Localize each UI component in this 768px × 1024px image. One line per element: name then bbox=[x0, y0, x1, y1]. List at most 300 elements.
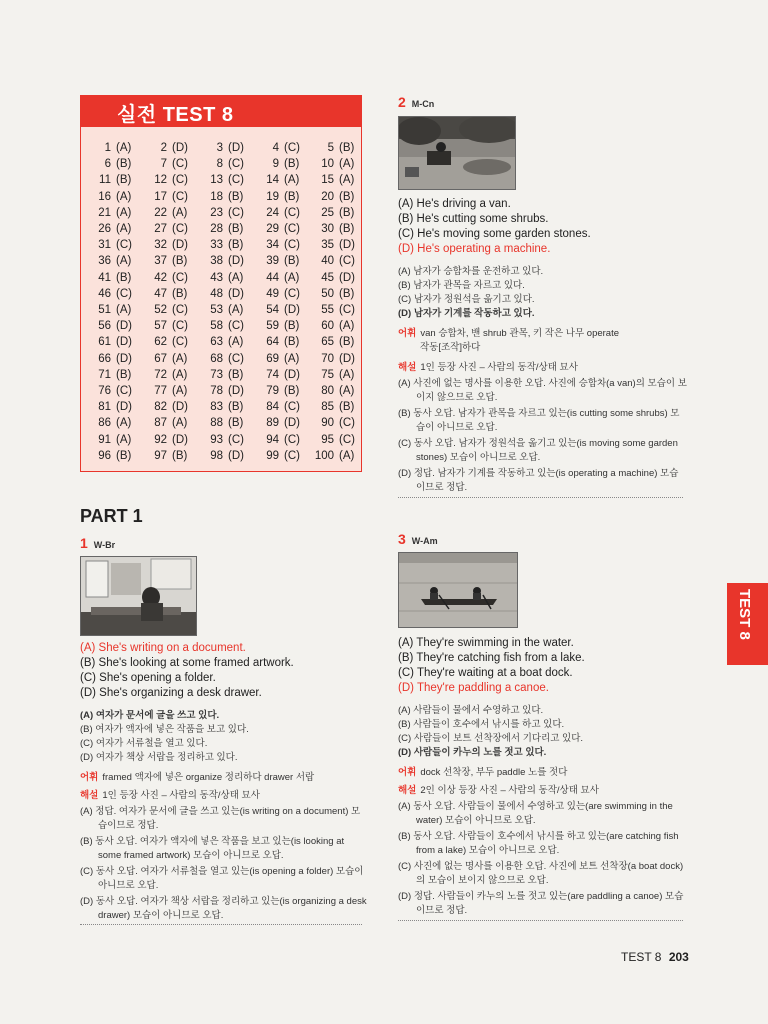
answer-choice: (B) bbox=[116, 271, 132, 284]
answer-choice: (A) bbox=[172, 417, 188, 430]
q2-exp-line: stones) 모습이 아니므로 오답. bbox=[416, 452, 541, 463]
q2-header bbox=[398, 94, 434, 112]
question-number: 88 bbox=[210, 417, 223, 430]
question-number: 83 bbox=[210, 401, 223, 414]
question-number: 34 bbox=[266, 239, 279, 252]
answer-key-cell bbox=[251, 173, 299, 188]
q3-exp-line: 의 모습이 보이지 않으므로 오답. bbox=[416, 875, 549, 886]
question-number: 11 bbox=[99, 174, 111, 187]
q2-korean-c: (C) 남자가 정원석을 옮기고 있다. bbox=[398, 294, 535, 305]
answer-choice: (B) bbox=[228, 239, 244, 252]
answer-choice: (D) bbox=[228, 142, 244, 154]
answer-choice: (D) bbox=[116, 401, 132, 414]
answer-choice: (B) bbox=[339, 223, 355, 235]
answer-key-row bbox=[81, 384, 361, 399]
answer-key-cell bbox=[139, 141, 188, 156]
answer-key-cell bbox=[195, 141, 244, 156]
q3-exp-line: (C) 사진에 없는 명사를 이용한 오답. 사진에 보트 선착장(a boat dock) bbox=[398, 861, 684, 872]
answer-key-cell bbox=[251, 433, 300, 448]
question-number: 95 bbox=[321, 433, 334, 446]
q2-explanation-title bbox=[398, 359, 578, 373]
question-number: 93 bbox=[210, 433, 223, 446]
answer-key-cell bbox=[251, 222, 300, 237]
answer-key-cell bbox=[139, 222, 188, 237]
answer-choice: (C) bbox=[228, 320, 244, 333]
q1-exp-line: (B) 동사 오답. 여자가 액자에 넣은 작품을 보고 있는(is looking at bbox=[80, 836, 345, 847]
answer-key-cell bbox=[251, 352, 299, 367]
answer-key-cell bbox=[139, 335, 188, 350]
answer-key-cell bbox=[306, 206, 354, 221]
answer-key-cell bbox=[195, 206, 244, 221]
question-number: 48 bbox=[210, 287, 223, 300]
question-number: 44 bbox=[266, 271, 279, 284]
answer-key-cell bbox=[251, 416, 300, 431]
question-number: 4 bbox=[272, 142, 279, 154]
question-number: 3 bbox=[216, 142, 223, 154]
q3-exp-line: from a lake) 모습이 아니므로 오답. bbox=[416, 845, 560, 856]
question-number: 53 bbox=[210, 304, 223, 316]
answer-key-cell bbox=[139, 303, 188, 318]
answer-choice: (C) bbox=[228, 352, 244, 365]
answer-choice: (C) bbox=[339, 433, 355, 446]
answer-choice: (C) bbox=[172, 174, 188, 187]
question-number: 52 bbox=[154, 304, 167, 316]
question-number: 78 bbox=[210, 385, 223, 397]
question-number: 36 bbox=[98, 255, 111, 268]
answer-key-cell bbox=[139, 319, 188, 334]
question-number: 67 bbox=[154, 352, 167, 365]
answer-choice: (A) bbox=[228, 304, 244, 316]
answer-key-cell bbox=[306, 173, 354, 188]
answer-key-cell bbox=[195, 157, 244, 172]
q2-korean-b: (B) 남자가 관목을 자르고 있다. bbox=[398, 280, 525, 291]
q3-korean-d: (D) 사람들이 카누의 노를 젓고 있다. bbox=[398, 747, 547, 758]
question-number: 54 bbox=[266, 304, 279, 316]
answer-key-cell bbox=[251, 206, 300, 221]
answer-key-cell bbox=[139, 400, 188, 415]
q2-exp-line: 습이 아니므로 오답. bbox=[416, 422, 498, 433]
answer-key-cell bbox=[306, 416, 355, 431]
answer-key-cell bbox=[83, 222, 131, 237]
question-number: 84 bbox=[266, 401, 279, 414]
question-number: 65 bbox=[321, 336, 334, 349]
answer-choice: (C) bbox=[339, 417, 355, 430]
question-number: 96 bbox=[98, 449, 111, 462]
answer-choice: (B) bbox=[284, 255, 300, 268]
q2-vocab-label: 어휘 bbox=[398, 328, 417, 339]
q3-explanation-title bbox=[398, 782, 599, 796]
question-number: 47 bbox=[154, 287, 167, 300]
q1-exp-line: drawer) 모습이 아니므로 오답. bbox=[98, 910, 224, 921]
answer-choice: (A) bbox=[339, 385, 355, 397]
answer-choice: (D) bbox=[172, 239, 188, 252]
answer-choice: (B) bbox=[284, 190, 300, 203]
answer-choice: (B) bbox=[339, 190, 355, 203]
question-number: 7 bbox=[160, 158, 167, 171]
side-tab bbox=[727, 583, 768, 665]
q3-option-a: (A) They're swimming in the water. bbox=[398, 637, 574, 649]
question-number: 100 bbox=[314, 449, 334, 462]
answer-key-cell bbox=[139, 254, 187, 269]
answer-key-cell bbox=[195, 303, 243, 318]
answer-choice: (C) bbox=[284, 142, 300, 154]
answer-choice: (A) bbox=[339, 174, 355, 187]
answer-choice: (C) bbox=[172, 223, 188, 235]
answer-choice: (B) bbox=[284, 320, 300, 333]
question-number: 1 bbox=[104, 142, 111, 154]
answer-key-row bbox=[81, 271, 361, 286]
question-number: 56 bbox=[98, 320, 111, 333]
q1-photo-image bbox=[81, 557, 196, 635]
answer-key-cell bbox=[251, 319, 299, 334]
answer-key-cell bbox=[306, 222, 354, 237]
question-number: 82 bbox=[154, 401, 167, 414]
answer-choice: (A) bbox=[284, 174, 300, 187]
answer-key-row bbox=[81, 222, 361, 237]
answer-key-cell bbox=[306, 400, 354, 415]
answer-choice: (C) bbox=[284, 223, 300, 235]
answer-key-cell bbox=[251, 384, 299, 399]
question-number: 13 bbox=[210, 174, 223, 187]
question-number: 58 bbox=[210, 320, 223, 333]
answer-key-cell bbox=[306, 303, 355, 318]
footer-label: TEST 8 bbox=[621, 950, 662, 964]
answer-key-cell bbox=[83, 157, 131, 172]
q3-header bbox=[398, 531, 438, 549]
answer-choice: (B) bbox=[339, 142, 355, 154]
q3-korean-b: (B) 사람들이 호수에서 낚시를 하고 있다. bbox=[398, 719, 565, 730]
q3-exp-title: 2인 이상 등장 사진 – 사람의 동작/상태 묘사 bbox=[420, 785, 599, 796]
answer-key-cell bbox=[195, 335, 243, 350]
answer-key-cell bbox=[251, 157, 299, 172]
q1-divider bbox=[80, 924, 362, 925]
question-number: 77 bbox=[154, 385, 167, 397]
answer-choice: (A) bbox=[116, 223, 132, 235]
answer-choice: (B) bbox=[172, 255, 188, 268]
answer-key-cell bbox=[83, 416, 131, 431]
answer-key-cell bbox=[251, 368, 300, 383]
answer-choice: (B) bbox=[228, 368, 244, 381]
q1-exp-line: (D) 동사 오답. 여자가 책상 서랍을 정리하고 있는(is organizing a desk bbox=[80, 896, 367, 907]
answer-key-row bbox=[81, 400, 361, 415]
answer-key-row bbox=[81, 335, 361, 350]
question-number: 8 bbox=[216, 158, 223, 171]
q1-exp-label: 해설 bbox=[80, 790, 99, 801]
q2-divider bbox=[398, 497, 683, 498]
question-number: 75 bbox=[321, 368, 334, 381]
q1-korean-d: (D) 여자가 책상 서랍을 정리하고 있다. bbox=[80, 752, 238, 763]
answer-choice: (D) bbox=[172, 401, 188, 414]
answer-choice: (A) bbox=[339, 320, 355, 333]
question-number: 98 bbox=[210, 449, 223, 462]
answer-key-row bbox=[81, 352, 361, 367]
answer-choice: (A) bbox=[116, 433, 132, 446]
answer-key-cell bbox=[195, 238, 243, 253]
answer-choice: (C) bbox=[284, 287, 300, 300]
question-number: 40 bbox=[321, 255, 334, 268]
q2-number: 2 bbox=[398, 94, 406, 110]
q3-exp-line: (D) 정답. 사람들이 카누의 노를 젓고 있는(are paddling a canoe) 모습 bbox=[398, 891, 684, 902]
answer-key-cell bbox=[306, 254, 355, 269]
question-number: 60 bbox=[321, 320, 334, 333]
answer-key-cell bbox=[139, 287, 187, 302]
answer-key-cell bbox=[306, 319, 354, 334]
question-number: 79 bbox=[266, 385, 279, 397]
question-number: 42 bbox=[154, 271, 167, 284]
answer-choice: (B) bbox=[116, 449, 132, 462]
answer-choice: (D) bbox=[284, 304, 300, 316]
answer-choice: (B) bbox=[284, 385, 300, 397]
answer-choice: (D) bbox=[284, 368, 300, 381]
answer-choice: (D) bbox=[116, 352, 132, 365]
answer-key-cell bbox=[251, 141, 300, 156]
answer-choice: (A) bbox=[172, 385, 188, 397]
answer-choice: (A) bbox=[228, 271, 244, 284]
answer-key-row bbox=[81, 254, 361, 269]
question-number: 39 bbox=[266, 255, 279, 268]
answer-choice: (C) bbox=[172, 158, 188, 171]
answer-choice: (A) bbox=[116, 142, 132, 154]
answer-key-title: 실전 TEST 8 bbox=[80, 95, 362, 126]
answer-key-cell bbox=[83, 433, 131, 448]
question-number: 45 bbox=[321, 271, 334, 284]
q3-vocab-label: 어휘 bbox=[398, 767, 417, 778]
q3-exp-line: water) 모습이 아니므로 오답. bbox=[416, 815, 536, 826]
question-number: 6 bbox=[104, 158, 111, 171]
answer-key-cell bbox=[306, 238, 355, 253]
question-number: 22 bbox=[154, 206, 167, 219]
q1-vocab-text: framed 액자에 넣은 organize 정리하다 drawer 서랍 bbox=[102, 772, 315, 783]
question-number: 19 bbox=[266, 190, 279, 203]
answer-choice: (B) bbox=[228, 223, 244, 235]
answer-choice: (C) bbox=[116, 239, 132, 252]
question-number: 37 bbox=[154, 255, 167, 268]
question-number: 91 bbox=[98, 433, 111, 446]
q2-option-a: (A) He's driving a van. bbox=[398, 198, 511, 210]
q2-option-c: (C) He's moving some garden stones. bbox=[398, 228, 591, 240]
q2-vocab-cont: 작동[조작]하다 bbox=[420, 342, 481, 353]
question-number: 23 bbox=[210, 206, 223, 219]
answer-choice: (B) bbox=[228, 401, 244, 414]
answer-key-cell bbox=[306, 190, 354, 205]
answer-choice: (C) bbox=[339, 304, 355, 316]
question-number: 41 bbox=[98, 271, 111, 284]
answer-key-cell bbox=[195, 433, 244, 448]
q3-exp-label: 해설 bbox=[398, 785, 417, 796]
answer-choice: (C) bbox=[172, 271, 188, 284]
answer-key-cell bbox=[251, 271, 299, 286]
question-number: 62 bbox=[154, 336, 167, 349]
q2-korean-d: (D) 남자가 기계를 작동하고 있다. bbox=[398, 308, 535, 319]
answer-choice: (C) bbox=[172, 304, 188, 316]
answer-key-cell bbox=[306, 352, 355, 367]
q1-vocab-label: 어휘 bbox=[80, 772, 99, 783]
answer-choice: (A) bbox=[339, 368, 355, 381]
answer-choice: (A) bbox=[116, 304, 132, 316]
answer-key-cell bbox=[139, 206, 187, 221]
answer-choice: (C) bbox=[172, 190, 188, 203]
question-number: 2 bbox=[160, 142, 167, 154]
question-number: 46 bbox=[98, 287, 111, 300]
question-number: 31 bbox=[98, 239, 111, 252]
answer-key-cell bbox=[83, 384, 132, 399]
question-number: 90 bbox=[321, 417, 334, 430]
answer-choice: (B) bbox=[339, 287, 355, 300]
answer-key-cell bbox=[139, 173, 188, 188]
answer-choice: (D) bbox=[172, 142, 188, 154]
answer-choice: (C) bbox=[172, 336, 188, 349]
answer-key-cell bbox=[139, 238, 188, 253]
answer-key-cell bbox=[306, 335, 354, 350]
answer-choice: (B) bbox=[339, 401, 355, 414]
question-number: 72 bbox=[154, 368, 167, 381]
question-number: 74 bbox=[266, 368, 279, 381]
answer-choice: (A) bbox=[284, 271, 300, 284]
question-number: 33 bbox=[210, 239, 223, 252]
q2-exp-line: 이지 않으므로 오답. bbox=[416, 392, 498, 403]
question-number: 69 bbox=[266, 352, 279, 365]
answer-choice: (B) bbox=[116, 174, 132, 187]
answer-key-cell bbox=[83, 352, 132, 367]
q3-number: 3 bbox=[398, 531, 406, 547]
q2-exp-title: 1인 등장 사진 – 사람의 동작/상태 묘사 bbox=[420, 362, 578, 373]
answer-key-cell bbox=[139, 384, 187, 399]
answer-key-cell bbox=[139, 352, 187, 367]
question-number: 12 bbox=[154, 174, 167, 187]
answer-choice: (C) bbox=[284, 239, 300, 252]
answer-key-cell bbox=[83, 400, 132, 415]
answer-choice: (D) bbox=[228, 385, 244, 397]
q1-option-a: (A) She's writing on a document. bbox=[80, 642, 246, 654]
answer-key-row bbox=[81, 287, 361, 302]
answer-choice: (D) bbox=[228, 287, 244, 300]
answer-key-cell bbox=[83, 271, 131, 286]
side-tab-label: TEST 8 bbox=[736, 589, 753, 640]
answer-key-cell bbox=[195, 173, 244, 188]
q1-explanation-title bbox=[80, 787, 260, 801]
answer-choice: (D) bbox=[284, 417, 300, 430]
answer-choice: (B) bbox=[228, 417, 244, 430]
q3-option-c: (C) They're waiting at a boat dock. bbox=[398, 667, 573, 679]
question-number: 57 bbox=[154, 320, 167, 333]
answer-key-cell bbox=[195, 449, 244, 464]
answer-key-row bbox=[81, 206, 361, 221]
q3-korean-c: (C) 사람들이 보트 선착장에서 기다리고 있다. bbox=[398, 733, 584, 744]
answer-key-cell bbox=[306, 157, 354, 172]
answer-key-cell bbox=[83, 190, 131, 205]
q2-vocab-text: van 승합차, 밴 shrub 관목, 키 작은 나무 operate bbox=[420, 328, 620, 339]
answer-choice: (D) bbox=[339, 239, 355, 252]
answer-choice: (C) bbox=[228, 158, 244, 171]
answer-key-cell bbox=[139, 433, 188, 448]
answer-choice: (A) bbox=[284, 352, 300, 365]
answer-key-cell bbox=[251, 190, 299, 205]
answer-key-row bbox=[81, 190, 361, 205]
answer-choice: (B) bbox=[172, 287, 188, 300]
answer-key-cell bbox=[251, 449, 300, 464]
question-number: 80 bbox=[321, 385, 334, 397]
question-number: 59 bbox=[266, 320, 279, 333]
question-number: 38 bbox=[210, 255, 223, 268]
answer-choice: (A) bbox=[228, 336, 244, 349]
question-number: 17 bbox=[154, 190, 167, 203]
answer-key-cell bbox=[139, 271, 188, 286]
answer-key-cell bbox=[195, 400, 243, 415]
question-number: 25 bbox=[321, 206, 334, 219]
answer-choice: (C) bbox=[284, 401, 300, 414]
answer-key-cell bbox=[83, 238, 132, 253]
question-number: 68 bbox=[210, 352, 223, 365]
answer-key-cell bbox=[195, 222, 243, 237]
answer-key-cell bbox=[83, 449, 131, 464]
question-number: 85 bbox=[321, 401, 334, 414]
question-number: 29 bbox=[266, 223, 279, 235]
answer-key-cell bbox=[83, 287, 132, 302]
answer-choice: (A) bbox=[339, 158, 355, 171]
answer-choice: (C) bbox=[228, 206, 244, 219]
answer-key-cell bbox=[83, 368, 131, 383]
question-number: 49 bbox=[266, 287, 279, 300]
answer-choice: (A) bbox=[116, 417, 132, 430]
question-number: 71 bbox=[98, 368, 111, 381]
answer-choice: (B) bbox=[284, 336, 300, 349]
q2-photo-image bbox=[399, 117, 515, 189]
question-number: 50 bbox=[321, 287, 334, 300]
question-number: 63 bbox=[210, 336, 223, 349]
q2-korean-a: (A) 남자가 승합차를 운전하고 있다. bbox=[398, 266, 544, 277]
part-heading: PART 1 bbox=[80, 506, 143, 526]
answer-key-cell bbox=[83, 319, 132, 334]
q1-exp-title: 1인 등장 사진 – 사람의 동작/상태 묘사 bbox=[102, 790, 260, 801]
q2-exp-line: 이므로 정답. bbox=[416, 482, 468, 493]
q2-option-d: (D) He's operating a machine. bbox=[398, 243, 551, 255]
q3-option-b: (B) They're catching fish from a lake. bbox=[398, 652, 585, 664]
answer-key-row bbox=[81, 416, 361, 431]
question-number: 35 bbox=[321, 239, 334, 252]
answer-choice: (C) bbox=[228, 433, 244, 446]
answer-choice: (C) bbox=[172, 320, 188, 333]
question-number: 30 bbox=[321, 223, 334, 235]
answer-key-cell bbox=[251, 287, 300, 302]
q1-photo bbox=[80, 556, 197, 636]
answer-key-cell bbox=[195, 190, 243, 205]
question-number: 61 bbox=[98, 336, 111, 349]
q2-exp-line: (D) 정답. 남자가 기계를 작동하고 있는(is operating a machine) 모습 bbox=[398, 468, 679, 479]
q2-exp-line: (A) 사진에 없는 명사를 이용한 오답. 사진에 승합차(a van)의 모습이 보 bbox=[398, 378, 687, 389]
page-number: 203 bbox=[668, 950, 689, 964]
answer-key-cell bbox=[139, 157, 188, 172]
q3-photo bbox=[398, 552, 518, 628]
answer-key-cell bbox=[83, 335, 132, 350]
question-number: 87 bbox=[154, 417, 167, 430]
answer-key-row bbox=[81, 303, 361, 318]
q2-speaker: M-Cn bbox=[411, 99, 435, 109]
answer-key-cell bbox=[195, 368, 243, 383]
answer-choice: (D) bbox=[172, 433, 188, 446]
q1-header bbox=[80, 535, 115, 553]
question-number: 66 bbox=[98, 352, 111, 365]
answer-key-row bbox=[81, 238, 361, 253]
q3-korean-a: (A) 사람들이 물에서 수영하고 있다. bbox=[398, 705, 544, 716]
answer-key-row bbox=[81, 157, 361, 172]
q3-speaker: W-Am bbox=[411, 536, 438, 546]
question-number: 26 bbox=[98, 223, 111, 235]
answer-key-cell bbox=[83, 303, 131, 318]
answer-choice: (B) bbox=[339, 206, 355, 219]
answer-key-row bbox=[81, 173, 361, 188]
answer-choice: (D) bbox=[228, 255, 244, 268]
question-number: 99 bbox=[266, 449, 279, 462]
